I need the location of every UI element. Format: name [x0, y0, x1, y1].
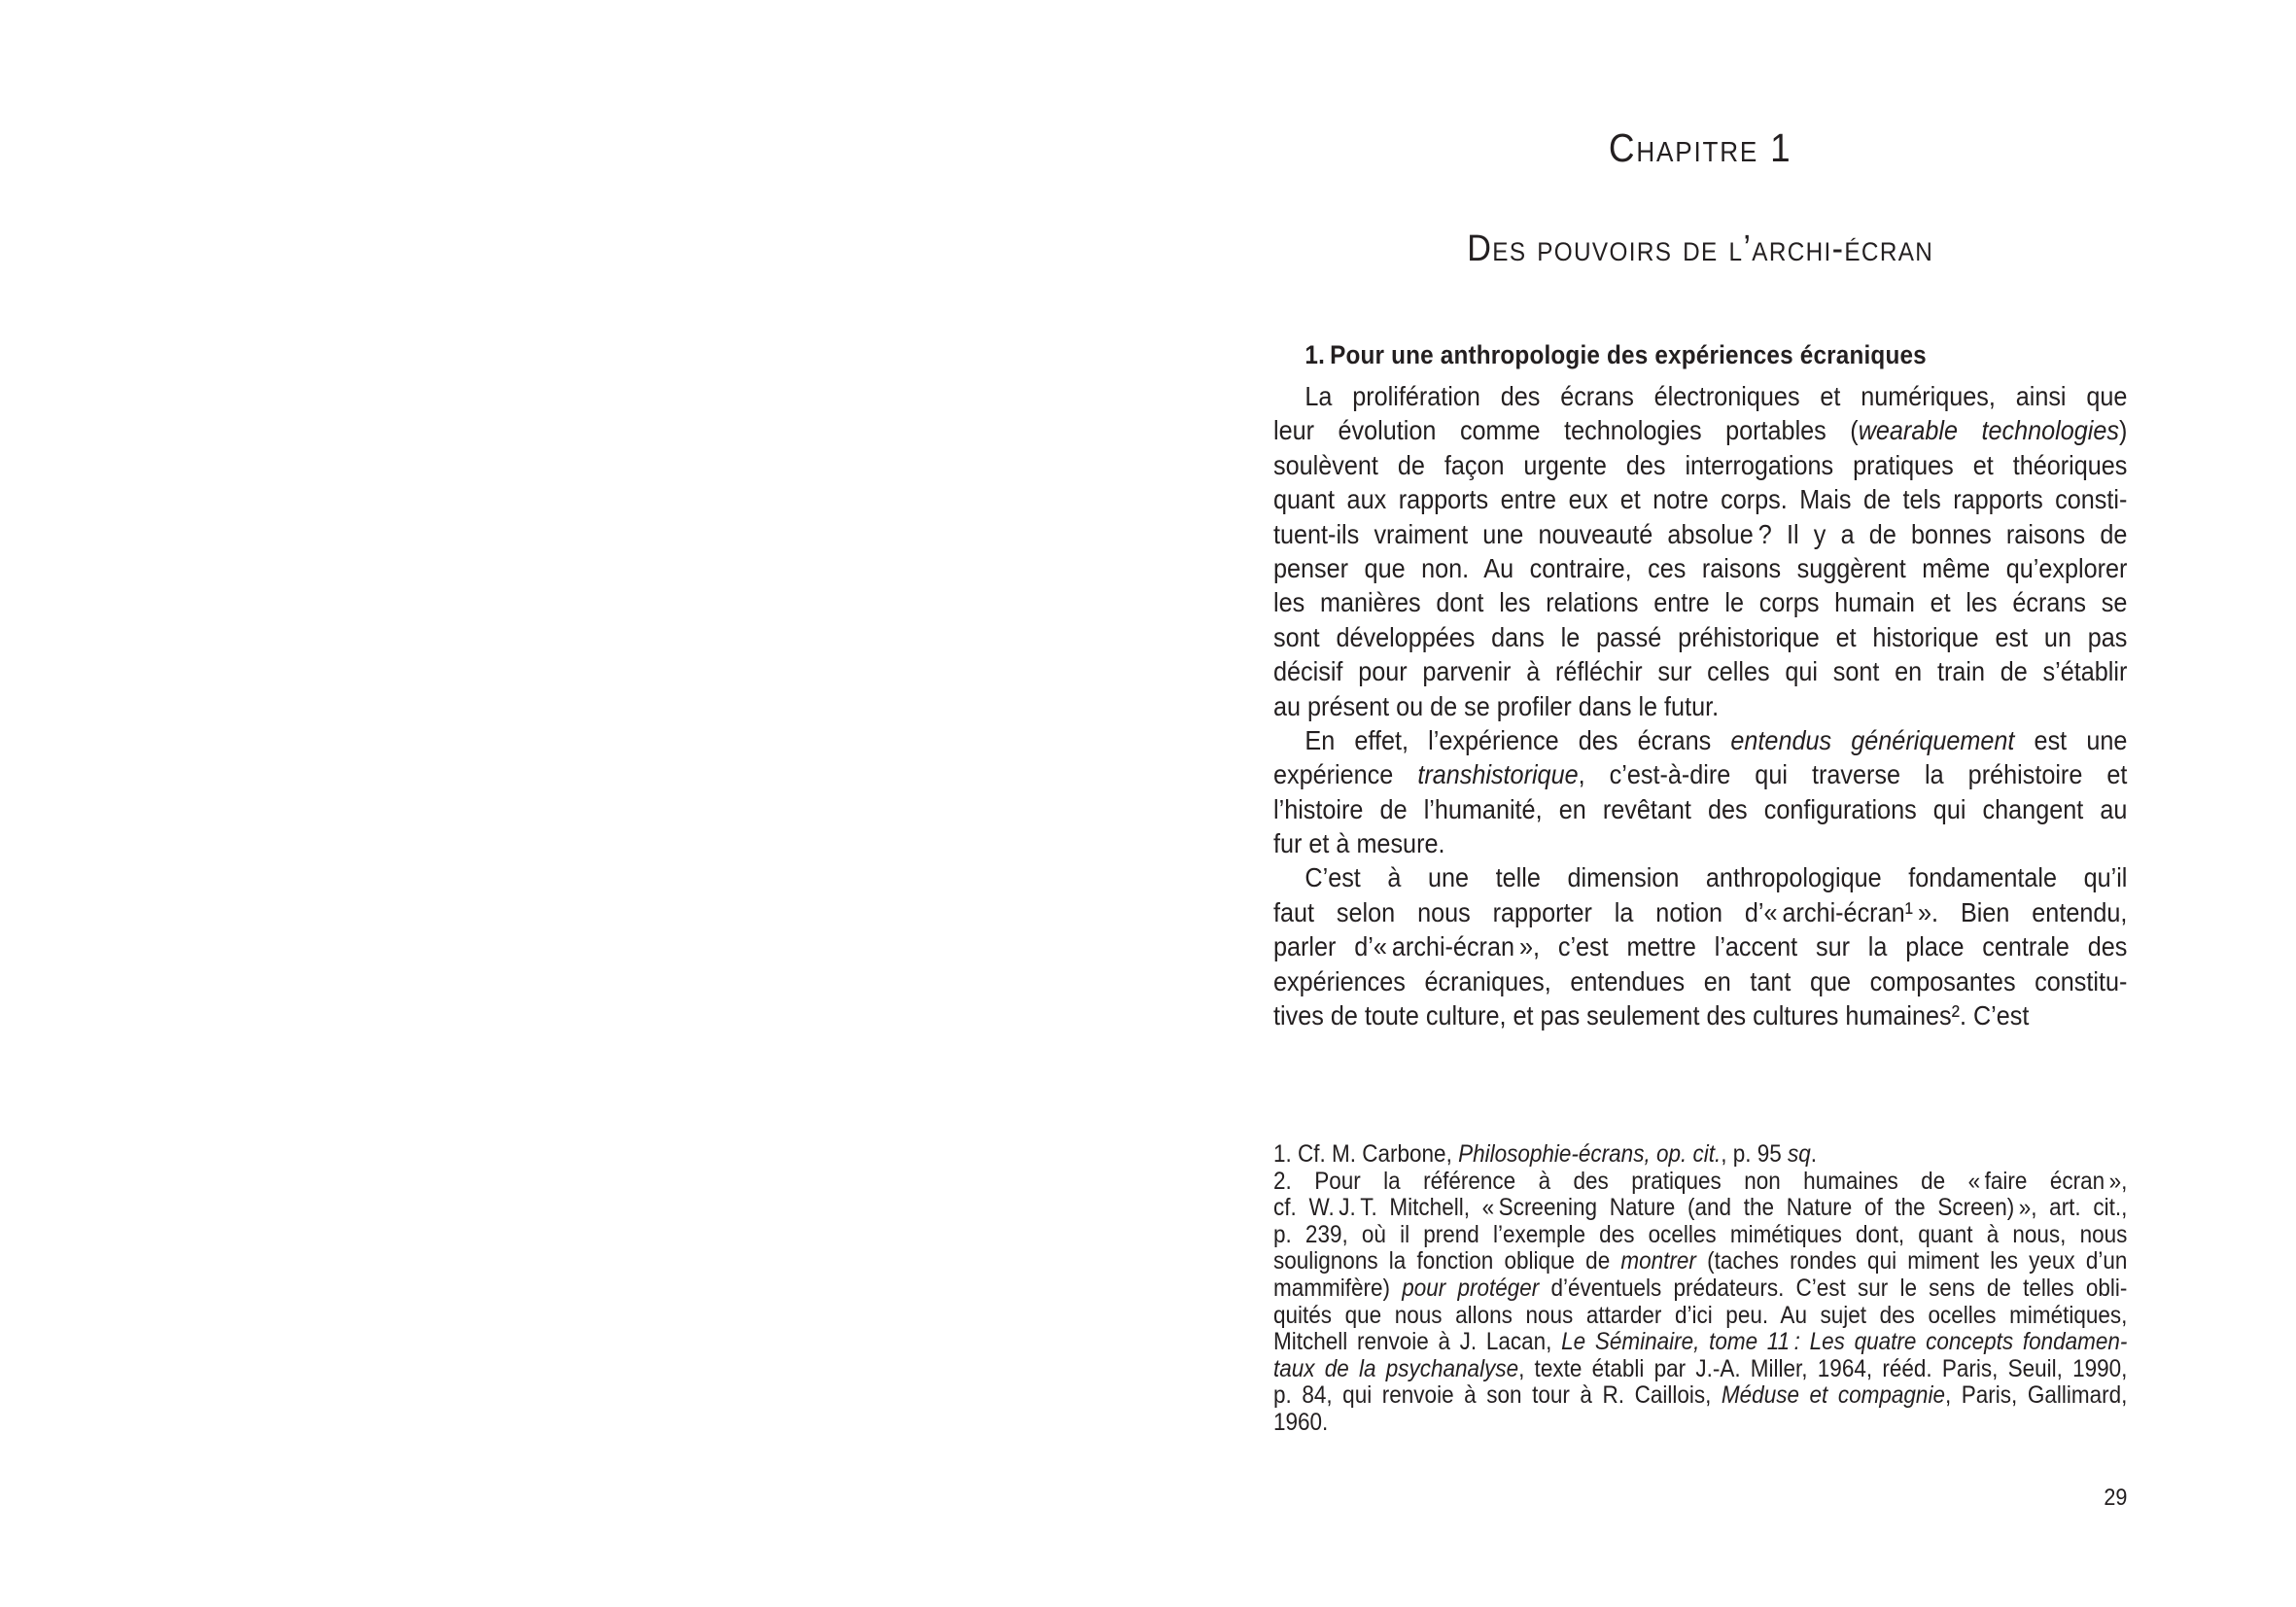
footnote-line	[1273, 1329, 2127, 1356]
body-line	[1273, 723, 2127, 757]
text-run: , c’est-à-dire qui traverse la préhistoire et	[1578, 759, 2128, 790]
body-line	[1273, 654, 2127, 688]
text-run: l’histoire de l’humanité, en revêtant des configurations qui changent au	[1273, 793, 2128, 824]
body-line	[1273, 757, 2127, 791]
body-line	[1273, 551, 2127, 585]
paragraph	[1273, 723, 2127, 861]
body-line	[1273, 482, 2127, 516]
text-run: cf. W. J. T. Mitchell, « Screening Nature (and the Nature of the Screen) », art. cit.,	[1273, 1194, 2128, 1222]
paragraph	[1273, 860, 2127, 1032]
text-run: p. 239, où il prend l’exemple des ocelles mimétiques dont, quant à nous, nous	[1273, 1220, 2128, 1248]
footnote-line	[1273, 1303, 2127, 1330]
body-line	[1273, 448, 2127, 482]
text-run: faut selon nous rapporter la notion d’« archi-écran¹ ». Bien entendu,	[1273, 896, 2128, 927]
footnote-line	[1273, 1195, 2127, 1222]
chapter-label: Chapitre 1	[1608, 125, 1792, 170]
body-line	[1273, 998, 2127, 1032]
text-run: tuent-ils vraiment une nouveauté absolue ? Il y a de bonnes raisons de	[1273, 518, 2128, 549]
text-run: Mitchell renvoie à J. Lacan,	[1273, 1328, 1562, 1356]
italic-text: transhistorique	[1417, 759, 1579, 790]
italic-text: sq	[1788, 1140, 1811, 1168]
text-run: parler d’« archi-écran », c’est mettre l’accent sur la place centrale des	[1273, 931, 2128, 962]
text-run: sont développées dans le passé préhistorique et historique est un pas	[1273, 621, 2128, 652]
footnote-line	[1273, 1356, 2127, 1383]
text-run: leur évolution comme technologies portables (	[1273, 415, 1859, 446]
text-run: les manières dont les relations entre le corps humain et les écrans se	[1273, 587, 2128, 618]
text-run: .	[1810, 1140, 1818, 1168]
text-run: , Paris, Gallimard,	[1944, 1381, 2128, 1410]
chapter-title: Des pouvoirs de l’archi-écran	[1467, 228, 1934, 269]
text-run: décisif pour parvenir à réfléchir sur celles qui sont en train de s’établir	[1273, 656, 2128, 687]
text-run: , texte établi par J.-A. Miller, 1964, rééd. Paris, Seuil, 1990,	[1518, 1354, 2128, 1382]
body-line	[1273, 792, 2127, 826]
italic-text: wearable technologies	[1858, 415, 2120, 446]
text-run: au présent ou de se profiler dans le futur.	[1273, 690, 1720, 721]
text-run: mammifère)	[1273, 1274, 1403, 1302]
section-heading: 1. Pour une anthropologie des expériences écraniques	[1305, 340, 1927, 369]
text-run: C’est à une telle dimension anthropologique fondamentale qu’il	[1305, 862, 2128, 893]
paragraph	[1273, 379, 2127, 723]
body-line	[1273, 929, 2127, 963]
text-run: tives de toute culture, et pas seulement des cultures humaines². C’est	[1273, 1000, 2030, 1031]
body-line	[1273, 379, 2127, 413]
body-line	[1273, 517, 2127, 551]
text-run: 2. Pour la référence à des pratiques non humaines de « faire écran »,	[1273, 1167, 2128, 1195]
body-line	[1273, 413, 2127, 447]
text-run: soulèvent de façon urgente des interrogations pratiques et théoriques	[1273, 449, 2128, 480]
text-run: En effet, l’expérience des écrans	[1305, 724, 1731, 755]
italic-text: pour protéger	[1402, 1274, 1540, 1302]
text-run: soulignons la fonction oblique de	[1273, 1247, 1621, 1275]
body-line	[1273, 895, 2127, 929]
body-line	[1273, 689, 2127, 723]
text-run: expériences écraniques, entendues en tant que composantes constitu-	[1273, 965, 2128, 996]
text-run: p. 84, qui renvoie à son tour à R. Caillois,	[1273, 1381, 1722, 1410]
text-run: quités que nous allons nous attarder d’ici peu. Au sujet des ocelles mimétiques,	[1273, 1301, 2128, 1329]
body-line	[1273, 620, 2127, 654]
footnote-line	[1273, 1248, 2127, 1275]
italic-text: Le Séminaire, tome 11 : Les quatre concepts fondamen-	[1561, 1328, 2128, 1356]
body-line	[1273, 860, 2127, 894]
text-run: (taches rondes qui miment les yeux d’un	[1695, 1247, 2128, 1275]
body-line	[1273, 826, 2127, 860]
italic-text: entendus génériquement	[1730, 724, 2015, 755]
footnote	[1273, 1169, 2127, 1437]
footnote-line	[1273, 1275, 2127, 1303]
page-number: 29	[2104, 1485, 2128, 1511]
text-run: 1960.	[1273, 1408, 1329, 1436]
text-block	[1273, 0, 2127, 1607]
footnotes	[1273, 1141, 2127, 1437]
text-run: penser que non. Au contraire, ces raisons suggèrent même qu’explorer	[1273, 552, 2128, 583]
text-run: , p. 95	[1721, 1140, 1789, 1168]
footnote-line	[1273, 1410, 2127, 1437]
footnote	[1273, 1141, 2127, 1169]
text-run: La prolifération des écrans électroniques et numériques, ainsi que	[1305, 381, 2128, 411]
text-run: expérience	[1273, 759, 1418, 790]
footnote-line	[1273, 1141, 2127, 1169]
body-text	[1273, 379, 2127, 1032]
text-run: )	[2119, 415, 2128, 446]
footnote-line	[1273, 1382, 2127, 1410]
footnote-line	[1273, 1169, 2127, 1196]
text-run: 1. Cf. M. Carbone,	[1273, 1140, 1459, 1168]
italic-text: taux de la psychanalyse	[1273, 1354, 1519, 1382]
text-run: quant aux rapports entre eux et notre corps. Mais de tels rapports consti-	[1273, 484, 2128, 515]
text-run: fur et à mesure.	[1273, 828, 1445, 859]
body-line	[1273, 585, 2127, 619]
text-run: est une	[2014, 724, 2128, 755]
italic-text: Méduse et compagnie	[1721, 1381, 1945, 1410]
italic-text: montrer	[1620, 1247, 1696, 1275]
footnote-line	[1273, 1222, 2127, 1249]
text-run: d’éventuels prédateurs. C’est sur le sens de telles obli-	[1539, 1274, 2128, 1302]
italic-text: Philosophie-écrans, op. cit.	[1458, 1140, 1722, 1168]
body-line	[1273, 964, 2127, 998]
